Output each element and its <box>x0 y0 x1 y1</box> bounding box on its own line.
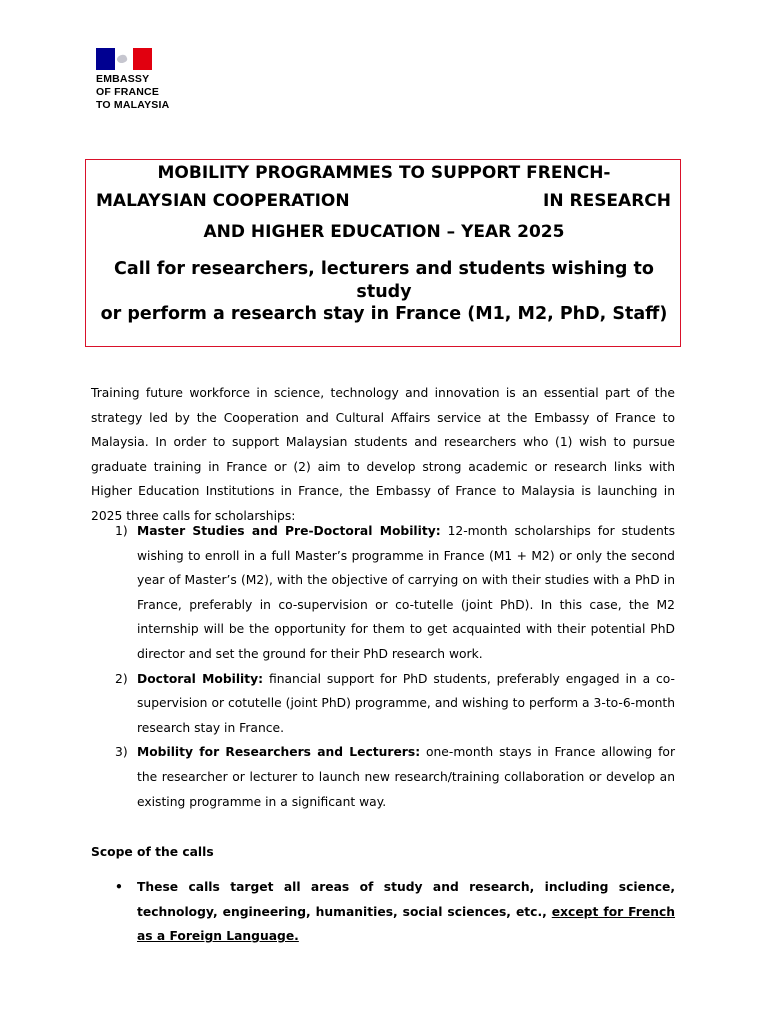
flag-red-band <box>133 48 152 70</box>
title-line-2-right: IN RESEARCH <box>543 191 671 211</box>
list-item <box>91 740 675 814</box>
logo-line: TO MALAYSIA <box>96 99 170 111</box>
subtitle <box>96 258 672 326</box>
intro-section <box>91 381 675 529</box>
title-line-2-left: MALAYSIAN COOPERATION <box>96 191 350 211</box>
scholarship-list-section <box>91 519 675 814</box>
scope-section <box>91 840 675 865</box>
item-text: financial support for PhD students, preferably engaged in a co-supervision or cotutelle (joint PhD) programme, and wishing to perform a 3-to-6-month research stay in France. <box>137 671 675 735</box>
flag-blue-band <box>96 48 115 70</box>
scholarship-list <box>91 519 675 814</box>
title-line-1: MOBILITY PROGRAMMES TO SUPPORT FRENCH- <box>157 163 611 183</box>
subtitle-part-b: or perform a research stay in France (M1, M2, PhD, Staff) <box>100 304 668 324</box>
intro-paragraph: Training future workforce in science, technology and innovation is an essential part of the strategy led by the Cooperation and Cultural Affairs service at the Embassy of France to Malaysia. In order to support Malaysian students and researchers who (1) wish to pursue graduate training in France or (2) aim to develop strong academic or research links with Higher Education Institutions in France, the Embassy of France to Malaysia is launching in 2025 three calls for scholarships: <box>91 386 675 523</box>
scope-bullet-text: These calls target all areas of study and research, including science, technology, engineering, humanities, social sciences, etc., <box>137 880 675 919</box>
title-line-3: AND HIGHER EDUCATION – YEAR 2025 <box>203 222 565 242</box>
item-title: Master Studies and Pre-Doctoral Mobility: <box>137 524 441 538</box>
flag-white-band <box>115 48 133 70</box>
item-title: Doctoral Mobility: <box>137 671 264 686</box>
title-box <box>85 159 681 347</box>
list-item <box>91 667 675 741</box>
bullet-icon: • <box>115 880 123 894</box>
french-flag-logo <box>96 48 152 70</box>
item-number: 2) <box>115 671 128 686</box>
logo-line: OF FRANCE <box>96 86 160 98</box>
embassy-logo <box>96 48 216 112</box>
list-item <box>91 519 675 667</box>
scope-bullet-exception: except for French as a Foreign Language. <box>137 904 675 944</box>
item-text: one-month stays in France allowing for the researcher or lecturer to launch new research/training collaboration or develop an existing programme in a significant way. <box>137 745 675 809</box>
logo-text <box>96 73 216 112</box>
item-text: 12-month scholarships for students wishing to enroll in a full Master’s programme in France (M1 + M2) or only the second year of Master’s (M2), with the objective of carrying on with their studies with a PhD in France, preferably in co-supervision or co-tutelle (joint PhD). In this case, the M2 internship will be the opportunity for them to get acquainted with their potential PhD director and set the ground for their PhD research work. <box>137 524 675 661</box>
subtitle-part-a: Call for researchers, lecturers and students wishing to study <box>114 259 654 302</box>
item-number: 3) <box>115 745 128 760</box>
scope-heading: Scope of the calls <box>91 845 214 859</box>
scope-bullets <box>91 875 675 949</box>
scope-bullet-item <box>91 875 675 949</box>
item-title: Mobility for Researchers and Lecturers: <box>137 745 421 760</box>
item-number: 1) <box>115 524 128 538</box>
logo-line: EMBASSY <box>96 73 150 85</box>
